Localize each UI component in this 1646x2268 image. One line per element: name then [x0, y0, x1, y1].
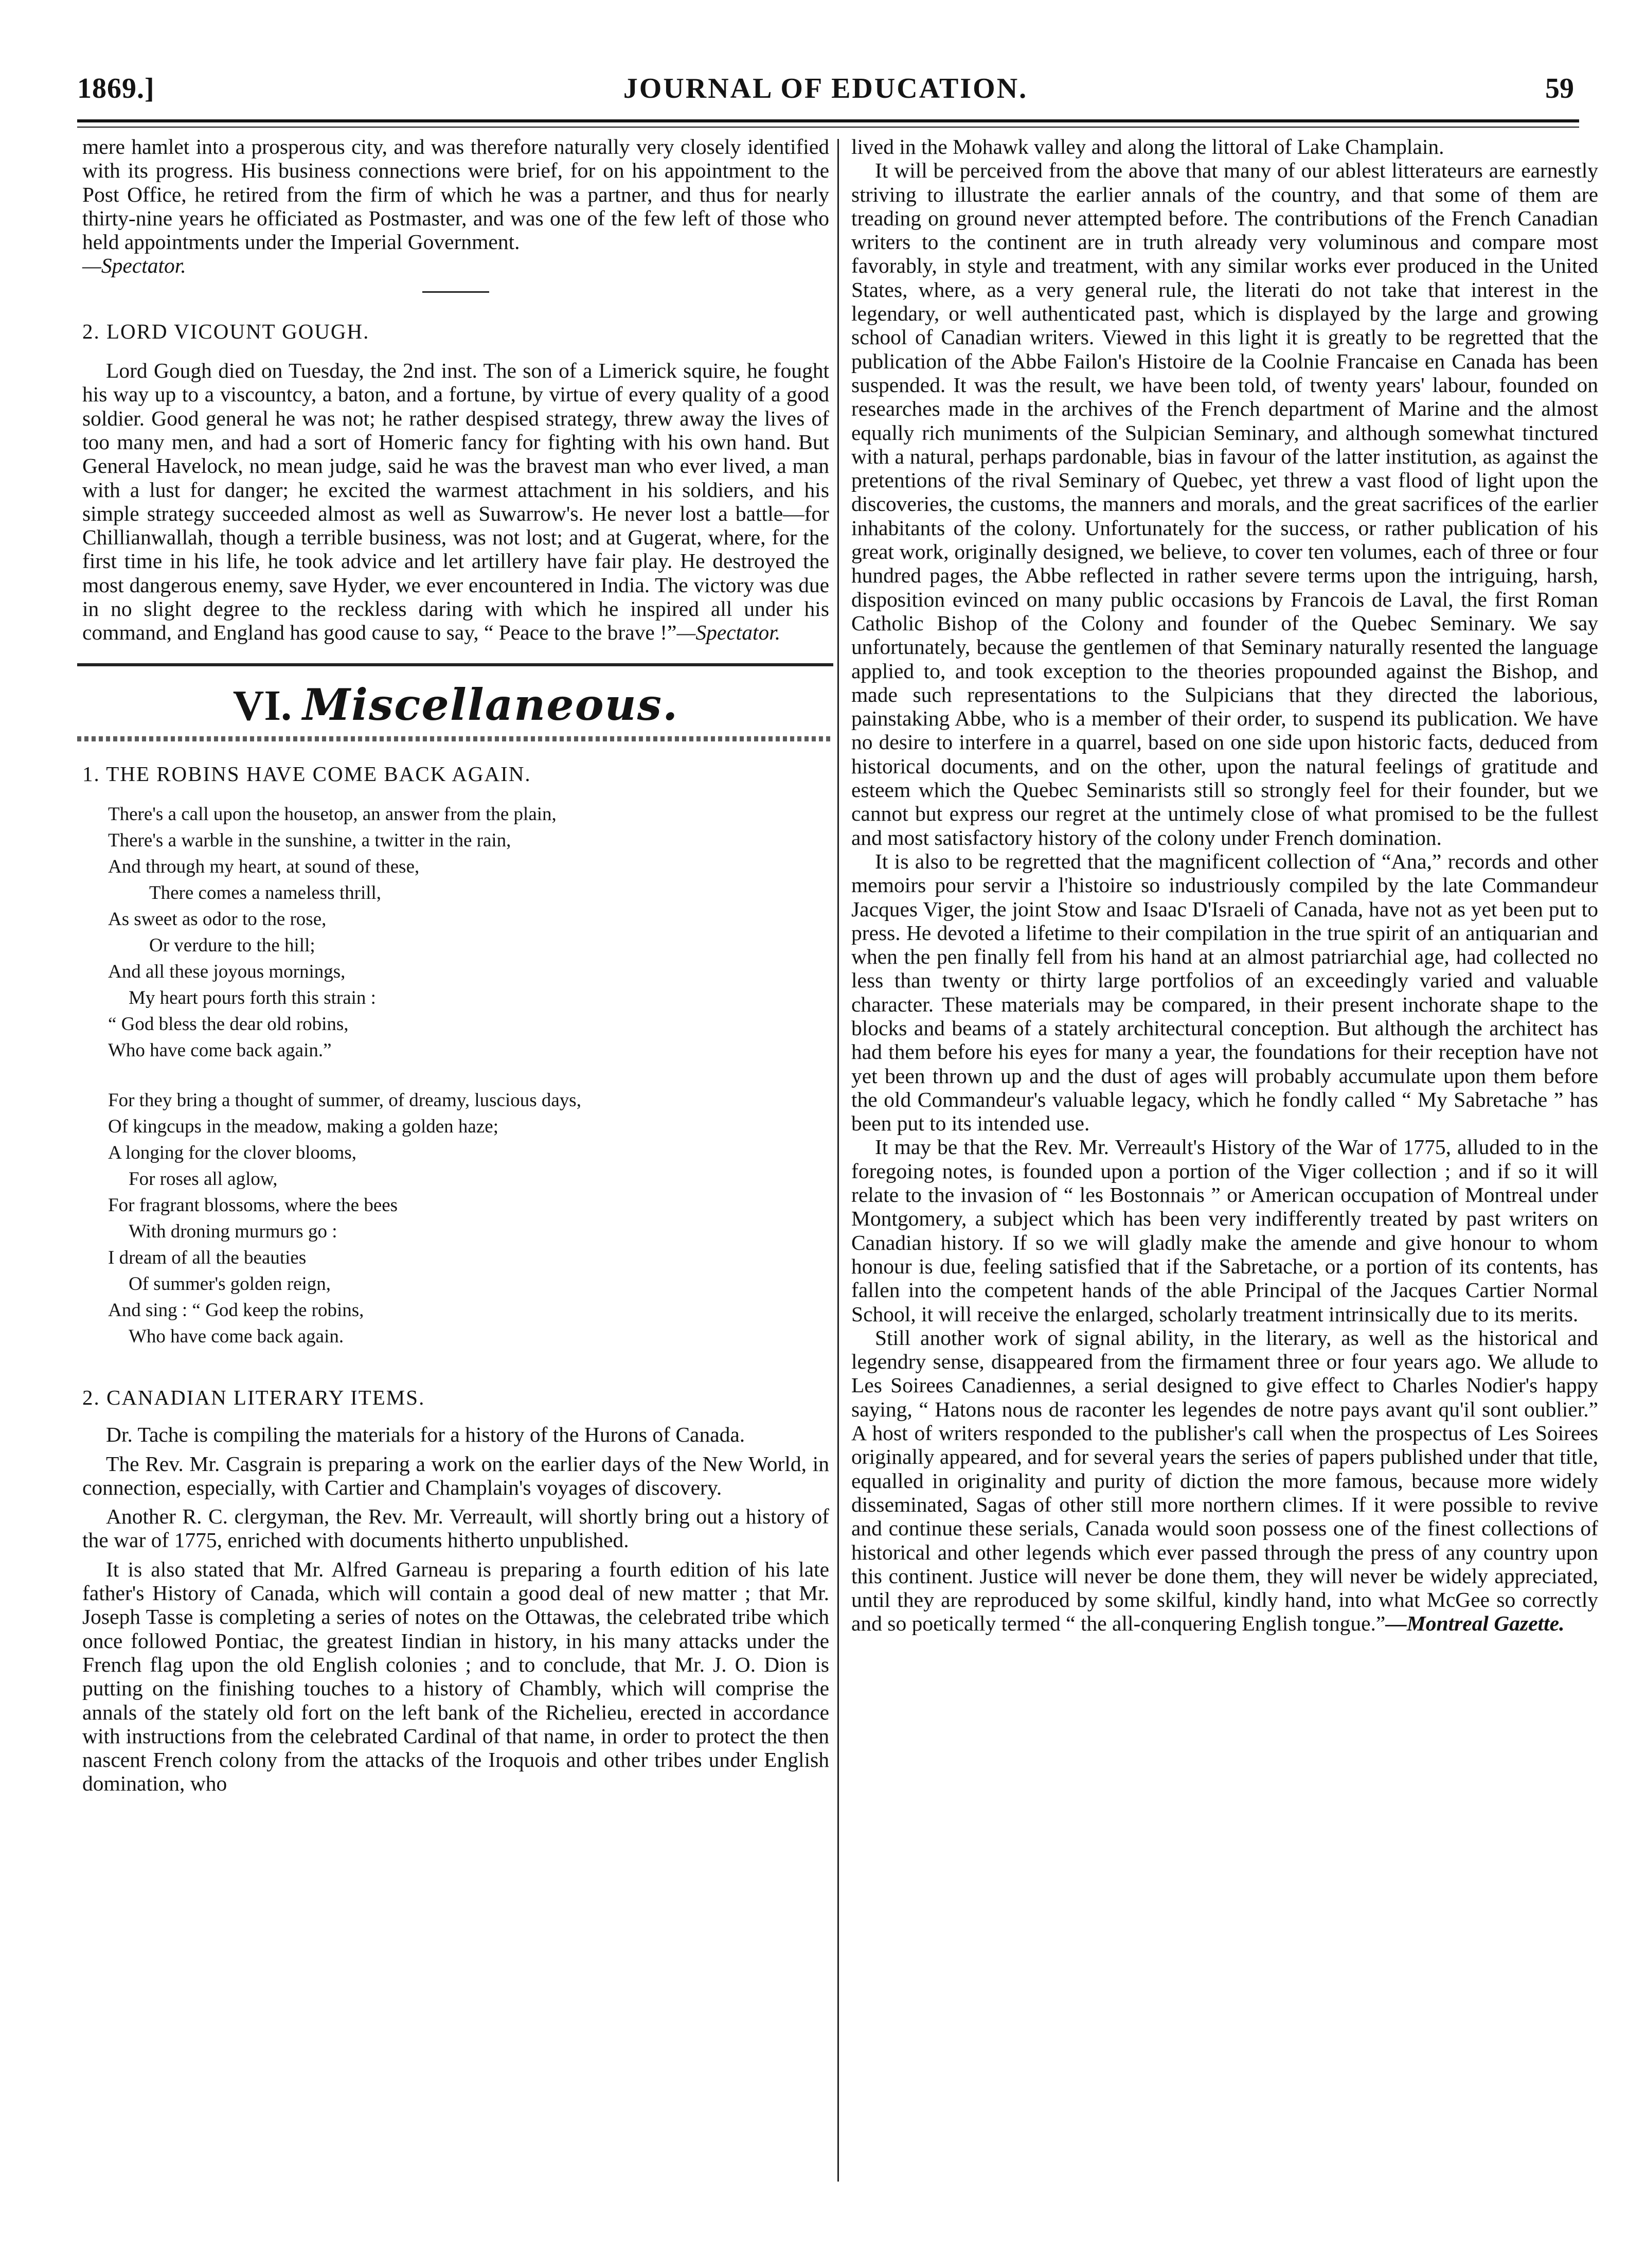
continuation-paragraph: lived in the Mohawk valley and along the littoral of Lake Champlain.: [851, 135, 1444, 158]
poem-line: There's a warble in the sunshine, a twitter in the rain,: [108, 829, 511, 851]
section-divider: [422, 291, 489, 293]
poem-line: “ God bless the dear old robins,: [108, 1013, 349, 1035]
poem-line: My heart pours forth this strain :: [129, 987, 376, 1008]
header-rule-thin: [77, 127, 1579, 128]
literary-item-3: Another R. C. clergyman, the Rev. Mr. Verreault, will shortly bring out a history of the war of 1775, enriched with documents hitherto unpublished.: [82, 1504, 829, 1552]
right-column: [851, 135, 1598, 1636]
paragraph-litterateurs: It will be perceived from the above that many of our ablest litterateurs are earnestly striving to illustrate the earlier annals of the country, and that some of them are treading on ground never attempted before. The contributions of the French Canadian writers to the continent are in truth already very voluminous and compare most favorably, in style and treatment, with any similar works ever produced in the United States, where, as a very general rule, the literati do not take that interest in the legendary, or well authenticated past, which is displayed by the large and growing school of Canadian writers. Viewed in this light it is greatly to be regretted that the publication of the Abbe Failon's Histoire de la Coolnie Francaise en Canada has been suspended. It was the result, we have been told, of twenty years' labour, founded on researches made in the archives of the French department of Marine and the almost equally rich muniments of the Sulpician Seminary, and although somewhat tinctured with a natural, perhaps pardonable, bias in favour of the latter institution, as against the pretentions of the rival Seminary of Quebec, yet threw a vast flood of light upon the discoveries, the customs, the manners and morals, and the great sacrifices of the earlier inhabitants of the colony. Unfortunately for the success, or rather publication of his great work, originally designed, we believe, to cover ten volumes, each of three or four hundred pages, the Abbe reflected in rather severe terms upon the intriguing, harsh, disposition evinced on many public occasions by Francois de Laval, the first Roman Catholic Bishop of the Colony and founder of the Quebec Seminary. We say unfortunately, because the gentlemen of that Seminary naturally resented the language applied to, and took exception to the theories propounded against the Bishop, and made such representations to the Sulpicians that they directed the laborious, painstaking Abbe, who is a member of their order, to suspend its publication. We have no desire to interfere in a quarrel, based on one side upon historic facts, deduced from historical documents, and on the other, upon the natural feelings of gratitude and esteem which the Quebec Seminarists still so strongly feel for their founder, but we cannot but express our regret at the untimely close of what promised to be the fullest and most satisfactory history of the colony under French domination.: [851, 158, 1598, 849]
literary-heading: 2. CANADIAN LITERARY ITEMS.: [82, 1385, 425, 1409]
poem-line: Who have come back again.”: [108, 1039, 332, 1061]
robins-poem: [108, 801, 829, 1350]
literary-item-1: Dr. Tache is compiling the materials for a history of the Hurons of Canada.: [106, 1423, 745, 1447]
poem-line: For fragrant blossoms, where the bees: [108, 1194, 398, 1216]
poem-line: And through my heart, at sound of these,: [108, 856, 420, 877]
poem-line: There comes a nameless thrill,: [149, 882, 382, 903]
section-name: Miscellaneous.: [302, 679, 679, 730]
paragraph-verreault-history: It may be that the Rev. Mr. Verreault's History of the War of 1775, alluded to in the foregoing notes, is founded upon a portion of the Viger collection ; and if so it will relate to the invasion of “ les Bostonnais ” or American occupation of Montreal under Montgomery, a subject which has been very indifferently treated by past writers on Canadian history. If so we will gladly make the amende and give honour to whom honour is due, feeling satisfied that if the Sabretache, or a portion of its contents, has fallen into the competent hands of the able Principal of the Jacques Cartier Normal School, it will receive the enlarged, scholarly treatment intrinsically due to its merits.: [851, 1135, 1598, 1326]
gough-body: Lord Gough died on Tuesday, the 2nd inst. The son of a Limerick squire, he fought his way up to a viscountcy, a baton, and a fortune, by virtue of every quality of a good soldier. Good general he was not; he rather despised strategy, threw away the lives of too many men, and had a sort of Homeric fancy for fighting with his own hand. But General Havelock, no mean judge, said he was the bravest man who ever lived, a man with a lust for danger; he excited the warmest attachment in his soldiers, and his simple strategy succeeded almost as well as Suwarrow's. He never lost a battle—for Chillianwallah, though a terrible business, was not lost; and at Gugerat, where, for the first time in his life, he took advice and let artillery have fair play. He destroyed the most dangerous enemy, save Hyder, we ever encountered in India. The victory was due in no slight degree to the reckless daring with which he inspired all under his command, and England has good cause to say, “ Peace to the brave !”—Spectator.: [82, 359, 829, 645]
poem-line: I dream of all the beauties: [108, 1247, 307, 1268]
poem-line: Of kingcups in the meadow, making a golden haze;: [108, 1115, 498, 1137]
poem-line: For they bring a thought of summer, of dreamy, luscious days,: [108, 1089, 581, 1111]
poem-line: And all these joyous mornings,: [108, 961, 346, 982]
poem-line: For roses all aglow,: [129, 1168, 278, 1190]
banner-wavy-rule: [77, 736, 833, 741]
paragraph-soirees-canadiennes: Still another work of signal ability, in the literary, as well as the historical and legendry sense, disappeared from the firmament three or four years ago. We allude to Les Soirees Canadiennes, a serial designed to give effect to Charles Nodier's happy saying, “ Hatons nous de raconter les legendes de notre pays avant qu'il sont oublier.” A host of writers responded to the publisher's call when the prospectus of Les Soirees originally appeared, and for several years the series of papers published under that title, equalled in originality and purity of diction the more famous, because more widely disseminated, Sagas of other still more northern climes. If it were possible to revive and continue these serials, Canada would soon possess one of the finest collections of historical and other legends which ever passed through the press of any country upon this continent. Justice will never be done them, they will never be widely appreciated, until they are reproduced by some skilful, kindly hand, into what McGee so correctly and so poetically termed “ the all-conquering English tongue.”—Montreal Gazette.: [851, 1325, 1598, 1636]
poem-line: Or verdure to the hill;: [149, 934, 315, 956]
running-header: [77, 72, 1574, 113]
header-rule-thick: [77, 119, 1579, 122]
literary-item-4: It is also stated that Mr. Alfred Garneau is preparing a fourth edition of his late father's History of Canada, which will contain a good deal of new matter ; that Mr. Joseph Tasse is completing a series of notes on the Ottawas, the celebrated tribe which once followed Pontiac, the greatest Iindian in history, in his many attacks under the French flag upon the old English colonies ; and to conclude, that Mr. J. O. Dion is putting on the finishing touches to a history of Chambly, which will comprise the annals of the stately old fort on the left bank of the Richelieu, erected in accordance with instructions from the celebrated Cardinal of that name, in order to protect the then nascent French colony from the attacks of the Iroquois and other tribes under English domination, who: [82, 1557, 829, 1796]
poem-line: As sweet as odor to the rose,: [108, 908, 327, 930]
gazette-source: —Montreal Gazette.: [1385, 1611, 1565, 1636]
poem-line: With droning murmurs go :: [129, 1220, 337, 1242]
left-column: [82, 135, 829, 1796]
poem-line: There's a call upon the housetop, an answer from the plain,: [108, 803, 557, 825]
poem-line: Who have come back again.: [129, 1325, 344, 1347]
banner-rule: [77, 663, 833, 666]
paragraph-viger-collection: It is also to be regretted that the magnificent collection of “Ana,” records and other memoirs pour servir a l'histoire so industriously compiled by the late Commandeur Jacques Viger, the joint Stow and Isaac D'Israeli of Canada, have not as yet been put to press. He devoted a lifetime to their compilation in the true spirit of an antiquarian and when the pen finally fell from his hand at an almost patriarchial age, had collected no less than twenty or thirty large portfolios of an exceedingly varied and valuable character. These materials may be compared, in their present inchorate shape to the blocks and beams of a stately architectural conception. But although the architect has had them before his eyes for many a year, the foundations for their reception have not yet been thrown up and the dust of ages will probably accumulate upon them before the old Commandeur's valuable legacy, which he fondly called “ My Sabretache ” has been put to its intended use.: [851, 849, 1598, 1136]
robins-heading: 1. THE ROBINS HAVE COME BACK AGAIN.: [82, 761, 531, 786]
poem-line: And sing : “ God keep the robins,: [108, 1299, 364, 1321]
poem-line: A longing for the clover blooms,: [108, 1142, 356, 1163]
journal-title: JOURNAL OF EDUCATION.: [623, 73, 1028, 104]
miscellaneous-banner: [82, 663, 829, 741]
literary-item-2: The Rev. Mr. Casgrain is preparing a work on the earlier days of the New World, in connection, especially, with Cartier and Champlain's voyages of discovery.: [82, 1451, 829, 1499]
poem-line: Of summer's golden reign,: [129, 1273, 331, 1295]
intro-source: —Spectator.: [82, 254, 186, 278]
gough-source: —Spectator.: [676, 621, 781, 645]
header-date: 1869.]: [77, 73, 155, 104]
intro-paragraph: mere hamlet into a prosperous city, and was therefore naturally very closely identified with its progress. His business connections were brief, for on his appointment to the Post Office, he retired from the firm of which he was a partner, and thus for nearly thirty-nine years he officiated as Postmaster, and was one of the few left of those who held appointments under the Imperial Government.: [82, 135, 829, 254]
column-divider: [837, 139, 839, 2182]
section-title: [82, 677, 829, 734]
section-numeral: VI.: [232, 681, 292, 730]
page-number: 59: [1545, 73, 1574, 104]
gough-heading: 2. LORD VICOUNT GOUGH.: [82, 319, 370, 343]
